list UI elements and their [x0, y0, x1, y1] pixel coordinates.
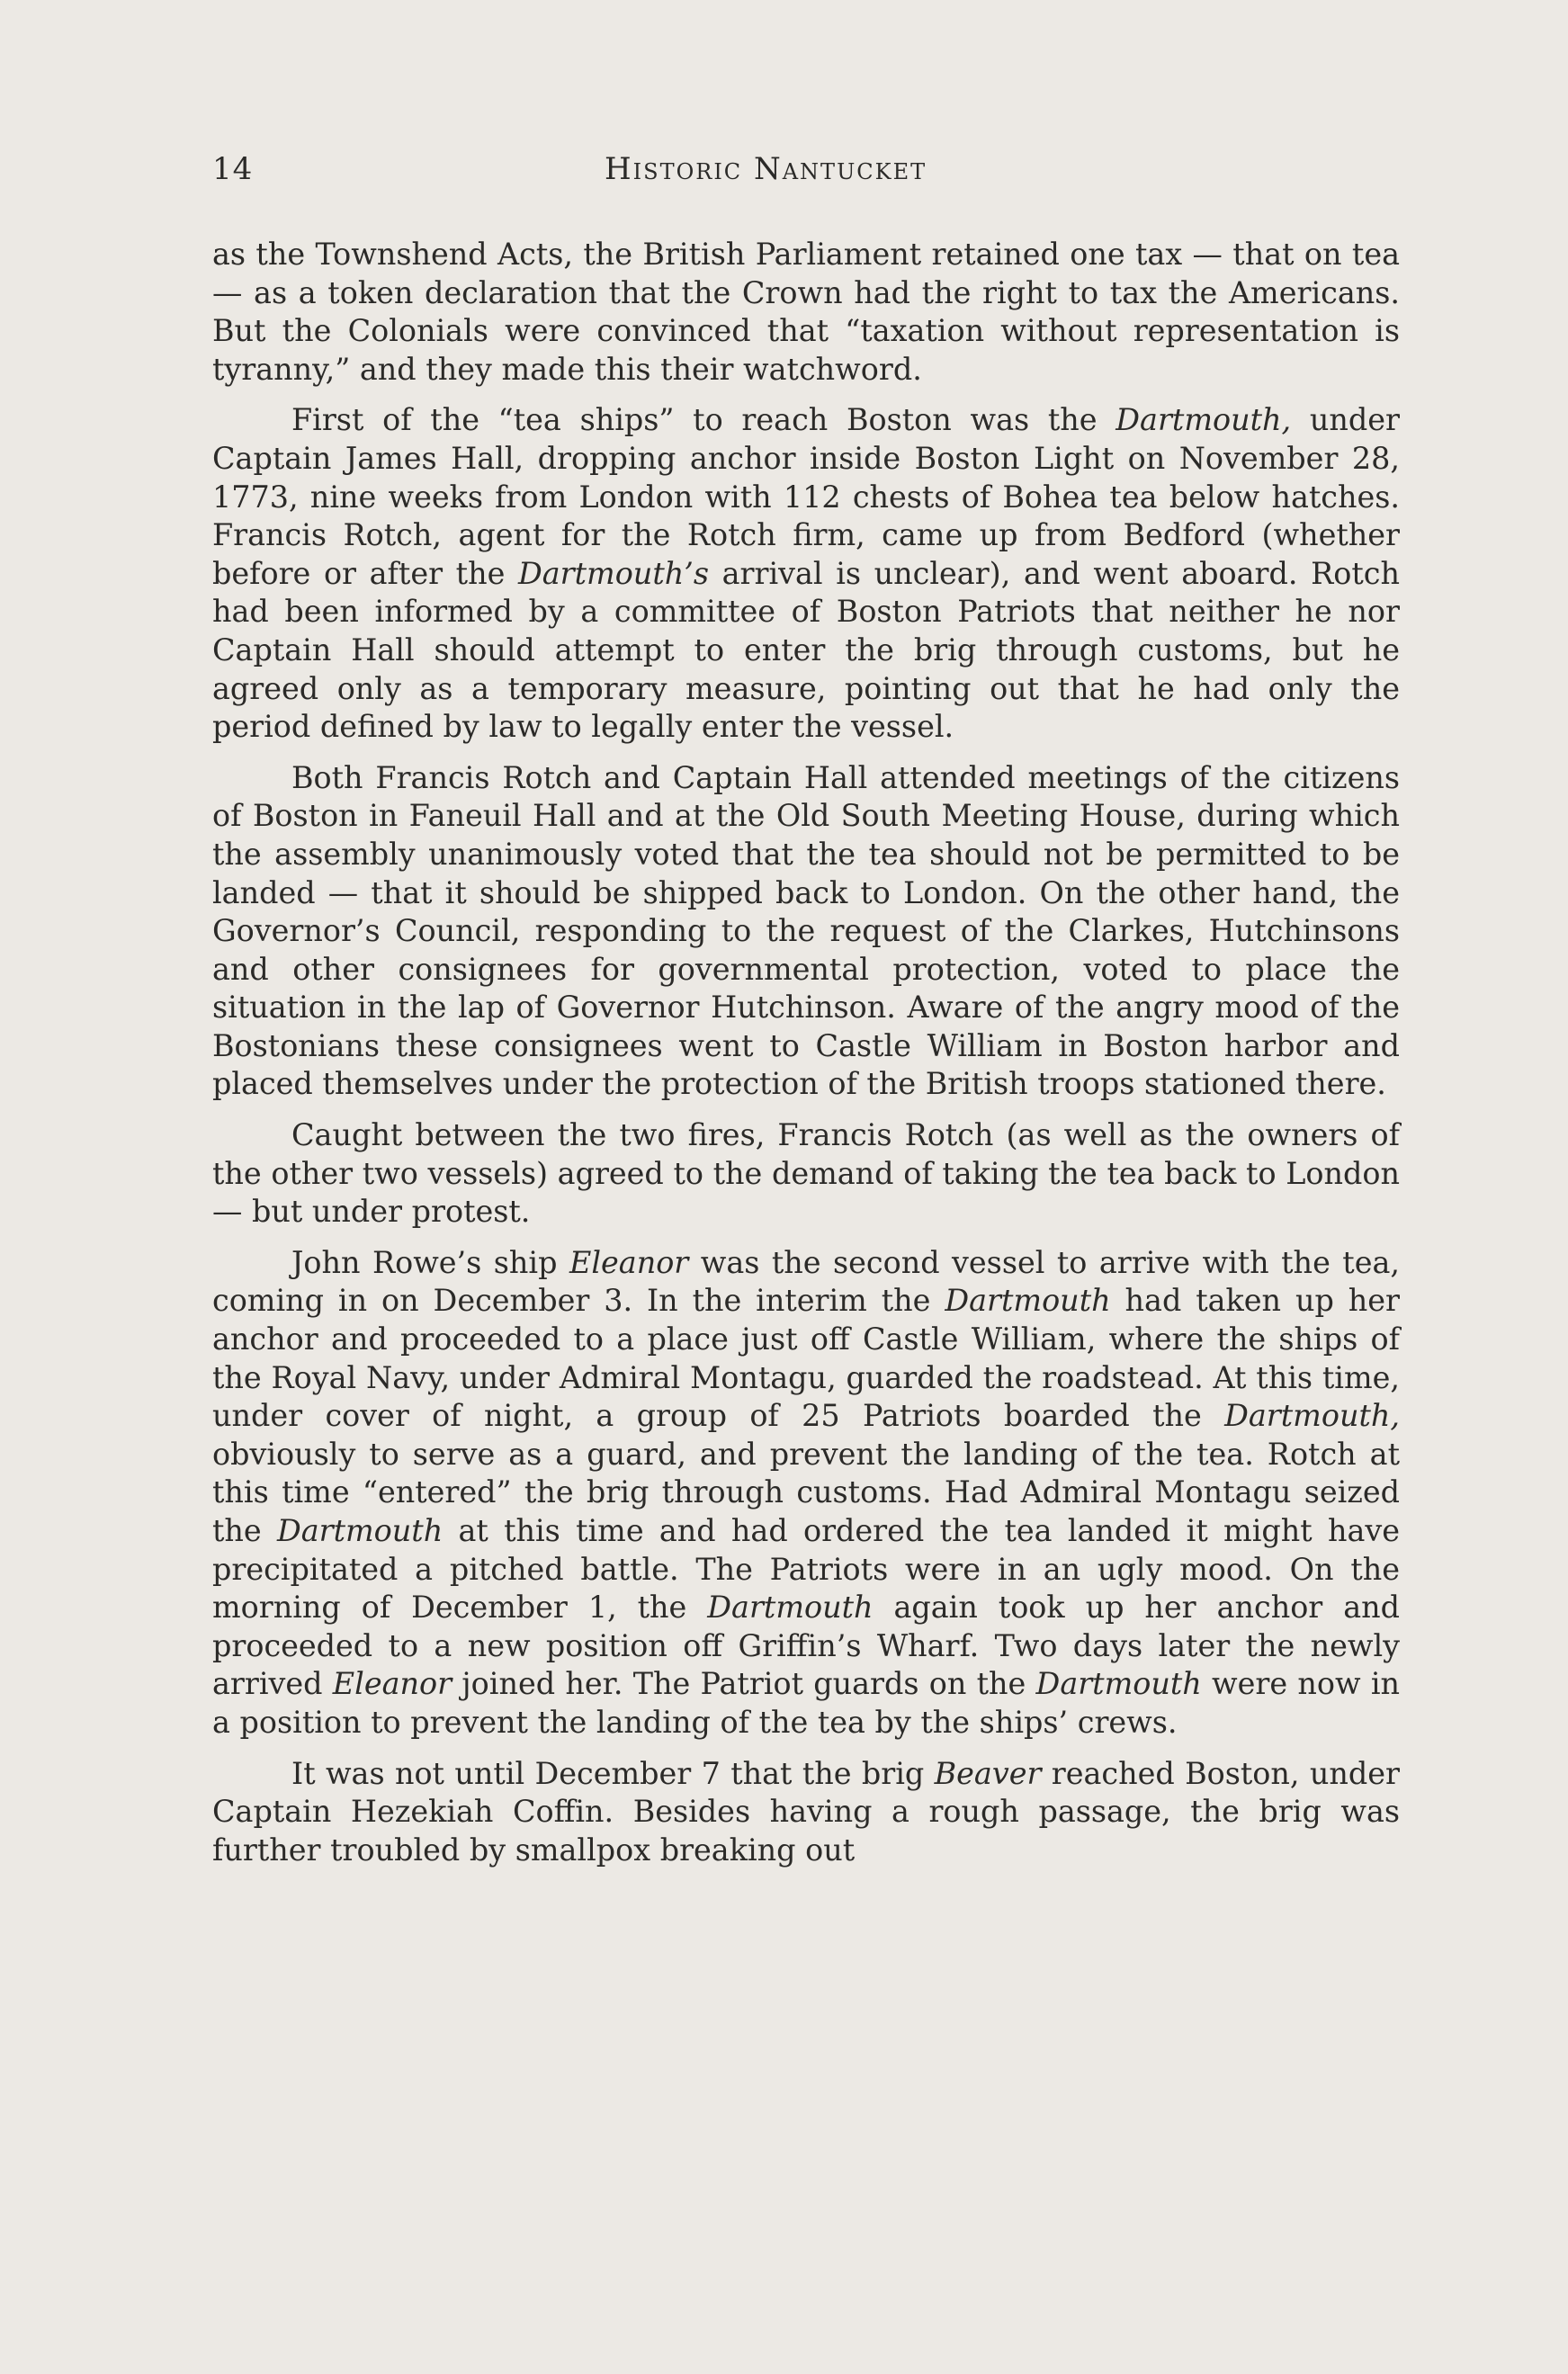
running-title: Historic Nantucket [605, 151, 927, 187]
text-run: Both Francis Rotch and Captain Hall attended meetings of the citizens of Boston in Faneuil Hall and at the Old South Meeting House, during which the assembly unanimously voted that the tea should not be permitted to be landed — that it should be shipped back to London. On the other hand, the Governor’s Council, responding to the request of the Clarkes, Hutchinsons and other consignees for governmental protection, voted to place the situation in the lap of Governor Hutchinson. Aware of the angry mood of the Bostonians these consignees went to Castle William in Boston harbor and placed themselves under the protection of the British troops stationed there. [212, 759, 1400, 1102]
running-head [212, 151, 1400, 202]
text-run: under Captain James Hall, dropping anchor inside Boston Light on November 28, 1773, nine weeks from London with 112 chests of Bohea tea below hatches. Francis Rotch, agent for the Rotch firm, came up from Bedford (whether before or after the [212, 402, 1400, 591]
text-run: joined her. The Patriot guards on the [452, 1666, 1036, 1702]
paragraph [212, 759, 1400, 1104]
text-run: at this time and had ordered the tea landed it might have precipitated a pitched battle. The Patriots were in an ugly mood. On the morning of December 1, the [212, 1513, 1400, 1626]
ship-name: Dartmouth [276, 1513, 444, 1548]
ship-name: Eleanor [332, 1666, 452, 1702]
ship-name: Eleanor [569, 1244, 689, 1280]
text-run: was the second vessel to arrive with the tea, coming in on December 3. In the interim the [212, 1244, 1401, 1319]
text-run: as the Townshend Acts, the British Parliament retained one tax — that on tea — as a token declaration that the Crown had the right to tax the Americans. But the Colonials were convinced that “taxation without representation is tyranny,” and they made this their watchword. [212, 237, 1400, 387]
text-run: John Rowe’s ship [291, 1244, 569, 1280]
ship-name: Dartmouth [945, 1283, 1111, 1319]
paragraph [212, 1116, 1400, 1232]
text-run: arrival is unclear), and went aboard. Rotch had been informed by a committee of Boston Patriots that neither he nor Captain Hall should attempt to enter the brig through customs, but he agreed only as a temporary measure, pointing out that he had only the period defined by law to legally enter the vessel. [212, 555, 1400, 745]
text-run: were now in a position to prevent the landing of the tea by the ships’ crews. [212, 1666, 1400, 1740]
paragraph [212, 236, 1400, 389]
body-text [212, 236, 1400, 1882]
page-number: 14 [212, 151, 254, 187]
ship-name: Beaver [934, 1755, 1042, 1791]
ship-name: Dartmouth, [1116, 402, 1292, 438]
ship-name: Dartmouth, [1224, 1398, 1400, 1434]
text-run: again took up her anchor and proceeded to a new position off Griffin’s Wharf. Two days later the newly arrived [212, 1590, 1400, 1702]
ship-name: Dartmouth [707, 1590, 874, 1626]
text-run: First of the “tea ships” to reach Boston was the [291, 402, 1116, 438]
paragraph [212, 1244, 1400, 1742]
text-run: had taken up her anchor and proceeded to a place just off Castle William, where the ships of the Royal Navy, under Admiral Montagu, guarded the roadstead. At this time, under cover of night, a group of 25 Patriots boarded the [212, 1283, 1400, 1434]
ship-name: Dartmouth’s [517, 555, 709, 591]
text-run: obviously to serve as a guard, and prevent the landing of the tea. Rotch at this time “entered” the brig through customs. Had Admiral Montagu seized the [212, 1436, 1400, 1548]
text-run: Caught between the two fires, Francis Rotch (as well as the owners of the other two vessels) agreed to the demand of taking the tea back to London — but under protest. [212, 1117, 1400, 1230]
paragraph [212, 1755, 1400, 1870]
text-run: reached Boston, under Captain Hezekiah Coffin. Besides having a rough passage, the brig was further troubled by smallpox breaking out [212, 1755, 1400, 1868]
ship-name: Dartmouth [1035, 1666, 1202, 1702]
text-run: It was not until December 7 that the brig [291, 1755, 935, 1791]
paragraph [212, 401, 1400, 746]
